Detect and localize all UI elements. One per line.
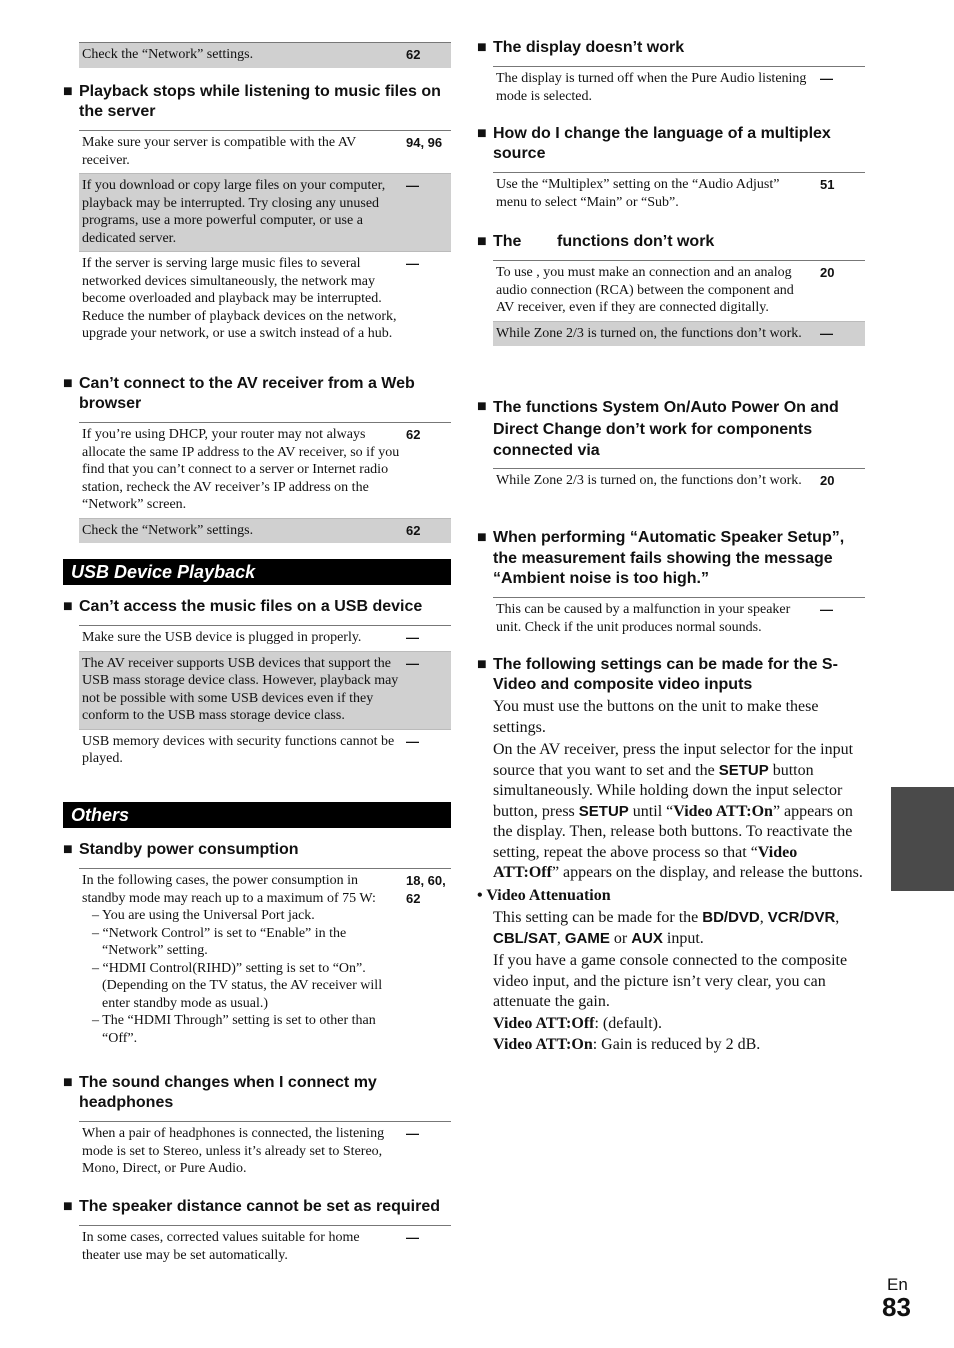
page-ref: 20 <box>820 473 835 488</box>
page-ref: 94, 96 <box>406 135 443 150</box>
page-ref: — <box>820 325 833 341</box>
page-ref: — <box>406 178 419 193</box>
chapter-side-tab <box>891 787 954 891</box>
page-ref: 18, 60, 62 <box>406 873 446 906</box>
page-number: 83 <box>882 1292 911 1322</box>
cant-connect-web-table <box>79 422 451 543</box>
page-ref: — <box>406 256 419 271</box>
paragraph: Video ATT:Off: (default). <box>493 1014 663 1032</box>
svideo-body <box>477 697 865 1056</box>
table-row <box>493 469 865 494</box>
row-text: The AV receiver supports USB devices that support the USB mass storage device class. However, playback may not be possible with some USB devices even if they conform to the USB mass storage device class. <box>82 655 399 723</box>
page-ref: 62 <box>406 522 421 538</box>
heading-cant-connect-web: ■ Can’t connect to the AV receiver from a Web browser <box>63 375 415 412</box>
heading-speaker-distance: ■ The speaker distance cannot be set as required <box>63 1198 441 1215</box>
functions-table <box>493 260 865 346</box>
row-text: If the server is serving large music files to several networked devices simultaneously, the network may become overloaded and playback may be interrupted. Reduce the number of playback devices on the network, upgrade your network, or use a switch instead of a hub. <box>82 256 397 341</box>
section-usb-device-playback: USB Device Playback <box>63 559 451 585</box>
table-row <box>79 423 451 519</box>
heading-functions-dont-work: ■ The functions don’t work <box>477 233 715 250</box>
table-row <box>79 1226 451 1269</box>
usb-access-table <box>79 625 451 772</box>
row-text: Use the “Multiplex” setting on the “Audio Adjust” menu to select “Main” or “Sub”. <box>496 177 780 210</box>
page-ref: — <box>406 733 419 749</box>
heading-usb-access: ■ Can’t access the music files on a USB device <box>63 598 423 615</box>
page-ref: 51 <box>820 177 835 192</box>
heading-playback-stops: ■ Playback stops while listening to music files on the server <box>63 83 441 120</box>
row-text: The display is turned off when the Pure Audio listening mode is selected. <box>496 71 807 104</box>
row-text: Make sure the USB device is plugged in properly. <box>82 630 362 645</box>
row-text: In some cases, corrected values suitable for home theater use may be set automatically. <box>82 1230 360 1263</box>
row-text: While Zone 2/3 is turned on, the functions don’t work. <box>496 473 802 488</box>
table-row <box>79 1122 451 1182</box>
table-row <box>493 261 865 322</box>
list-item: – You are using the Universal Port jack. <box>92 908 315 923</box>
heading-headphones: ■ The sound changes when I connect my headphones <box>63 1074 377 1111</box>
table-row <box>79 131 451 174</box>
page-ref: — <box>406 1230 419 1245</box>
page-ref: 62 <box>406 47 421 62</box>
paragraph: Video ATT:On: Gain is reduced by 2 dB. <box>493 1036 761 1053</box>
section-others: Others <box>63 802 451 828</box>
paragraph: This setting can be made for the BD/DVD, VCR/DVR, CBL/SAT, GAME or AUX input. <box>493 909 840 947</box>
heading-standby-power: ■ Standby power consumption <box>63 841 299 858</box>
row-text: Check the “Network” settings. <box>82 522 254 538</box>
display-table <box>493 66 865 109</box>
language-label: En <box>887 1275 908 1294</box>
paragraph: You must use the buttons on the unit to make these settings. <box>493 698 819 736</box>
list-item: – “HDMI Control(RIHD)” setting is set to “On”. (Depending on the TV status, the AV receiver will enter standby mode as usual.) <box>92 960 383 1011</box>
page-ref: — <box>820 602 833 617</box>
page-ref: 20 <box>820 265 835 280</box>
standby-intro: In the following cases, the power consumption in standby mode may reach up to a maximum of 75 W: <box>82 873 376 906</box>
table-row <box>493 321 865 346</box>
table-row <box>79 43 451 68</box>
table-row <box>493 598 865 641</box>
row-text: Check the “Network” settings. <box>82 47 254 62</box>
heading-system-on: ■ The functions System On/Auto Power On and Direct Change don’t work for components connected via <box>477 398 839 459</box>
standby-conditions-list <box>82 907 400 1047</box>
page-ref: — <box>406 655 419 671</box>
network-check-table <box>79 42 451 68</box>
table-row <box>79 729 451 772</box>
speaker-distance-table <box>79 1225 451 1268</box>
row-text: If you download or copy large files on your computer, playback may be interrupted. Try closing any unused programs, use a more powerful computer, or use a dedicated server. <box>82 178 386 246</box>
table-row <box>79 174 451 252</box>
page-ref: — <box>820 71 833 86</box>
row-text: USB memory devices with security functions cannot be played. <box>82 733 395 766</box>
row-text: When a pair of headphones is connected, the listening mode is set to Stereo, unless it’s already set to Stereo, Mono, Direct, or Pure Audio. <box>82 1126 385 1176</box>
paragraph: On the AV receiver, press the input selector for the input source that you want to set and the SETUP button simultaneously. While holding down the input selector button, press SETUP until “Video ATT:On” appears on the display. Then, release both buttons. To reactivate the setting, repeat the above process so that “Video ATT:Off” appears on the display, and release the buttons. <box>493 741 863 881</box>
heading-svideo-settings: ■ The following settings can be made for the S-Video and composite video inputs <box>477 656 838 693</box>
heading-display-doesnt-work: ■ The display doesn’t work <box>477 39 685 56</box>
page-ref: 62 <box>406 427 421 442</box>
row-text: While Zone 2/3 is turned on, the functions don’t work. <box>496 325 802 341</box>
paragraph: If you have a game console connected to the composite video input, and the picture isn’t very clear, you can attenuate the gain. <box>493 952 848 1010</box>
row-text: This can be caused by a malfunction in your speaker unit. Check if the unit produces normal sounds. <box>496 602 791 635</box>
standby-power-table <box>79 868 451 1051</box>
bullet-heading: • Video Attenuation <box>477 886 611 904</box>
table-row <box>493 173 865 216</box>
list-item: – “Network Control” is set to “Enable” in the “Network” setting. <box>92 925 347 958</box>
table-row <box>79 252 451 347</box>
table-row <box>493 67 865 110</box>
page-ref: — <box>406 630 419 645</box>
speaker-setup-table <box>493 597 865 640</box>
table-row <box>79 651 451 729</box>
table-row <box>79 518 451 543</box>
row-text: Make sure your server is compatible with the AV receiver. <box>82 135 356 168</box>
headphones-table <box>79 1121 451 1182</box>
list-item: – The “HDMI Through” setting is set to other than “Off”. <box>92 1013 376 1046</box>
playback-stops-table <box>79 130 451 347</box>
heading-multiplex-language: ■ How do I change the language of a multiplex source <box>477 125 831 162</box>
row-text: If you’re using DHCP, your router may not always allocate the same IP address to the AV receiver, so if you find that you can’t connect to a server or Internet radio station, recheck the AV receiver’s IP address on the “Network” screen. <box>82 427 400 512</box>
page-ref: — <box>406 1126 419 1141</box>
system-on-table <box>493 468 865 494</box>
row-text: To use , you must make an connection and an analog audio connection (RCA) between the component and AV receiver, even if they are connected digitally. <box>496 265 794 315</box>
multiplex-table <box>493 172 865 215</box>
table-row <box>79 626 451 652</box>
heading-speaker-setup: ■ When performing “Automatic Speaker Setup”, the measurement fails showing the message “Ambient noise is too high.” <box>477 529 845 587</box>
